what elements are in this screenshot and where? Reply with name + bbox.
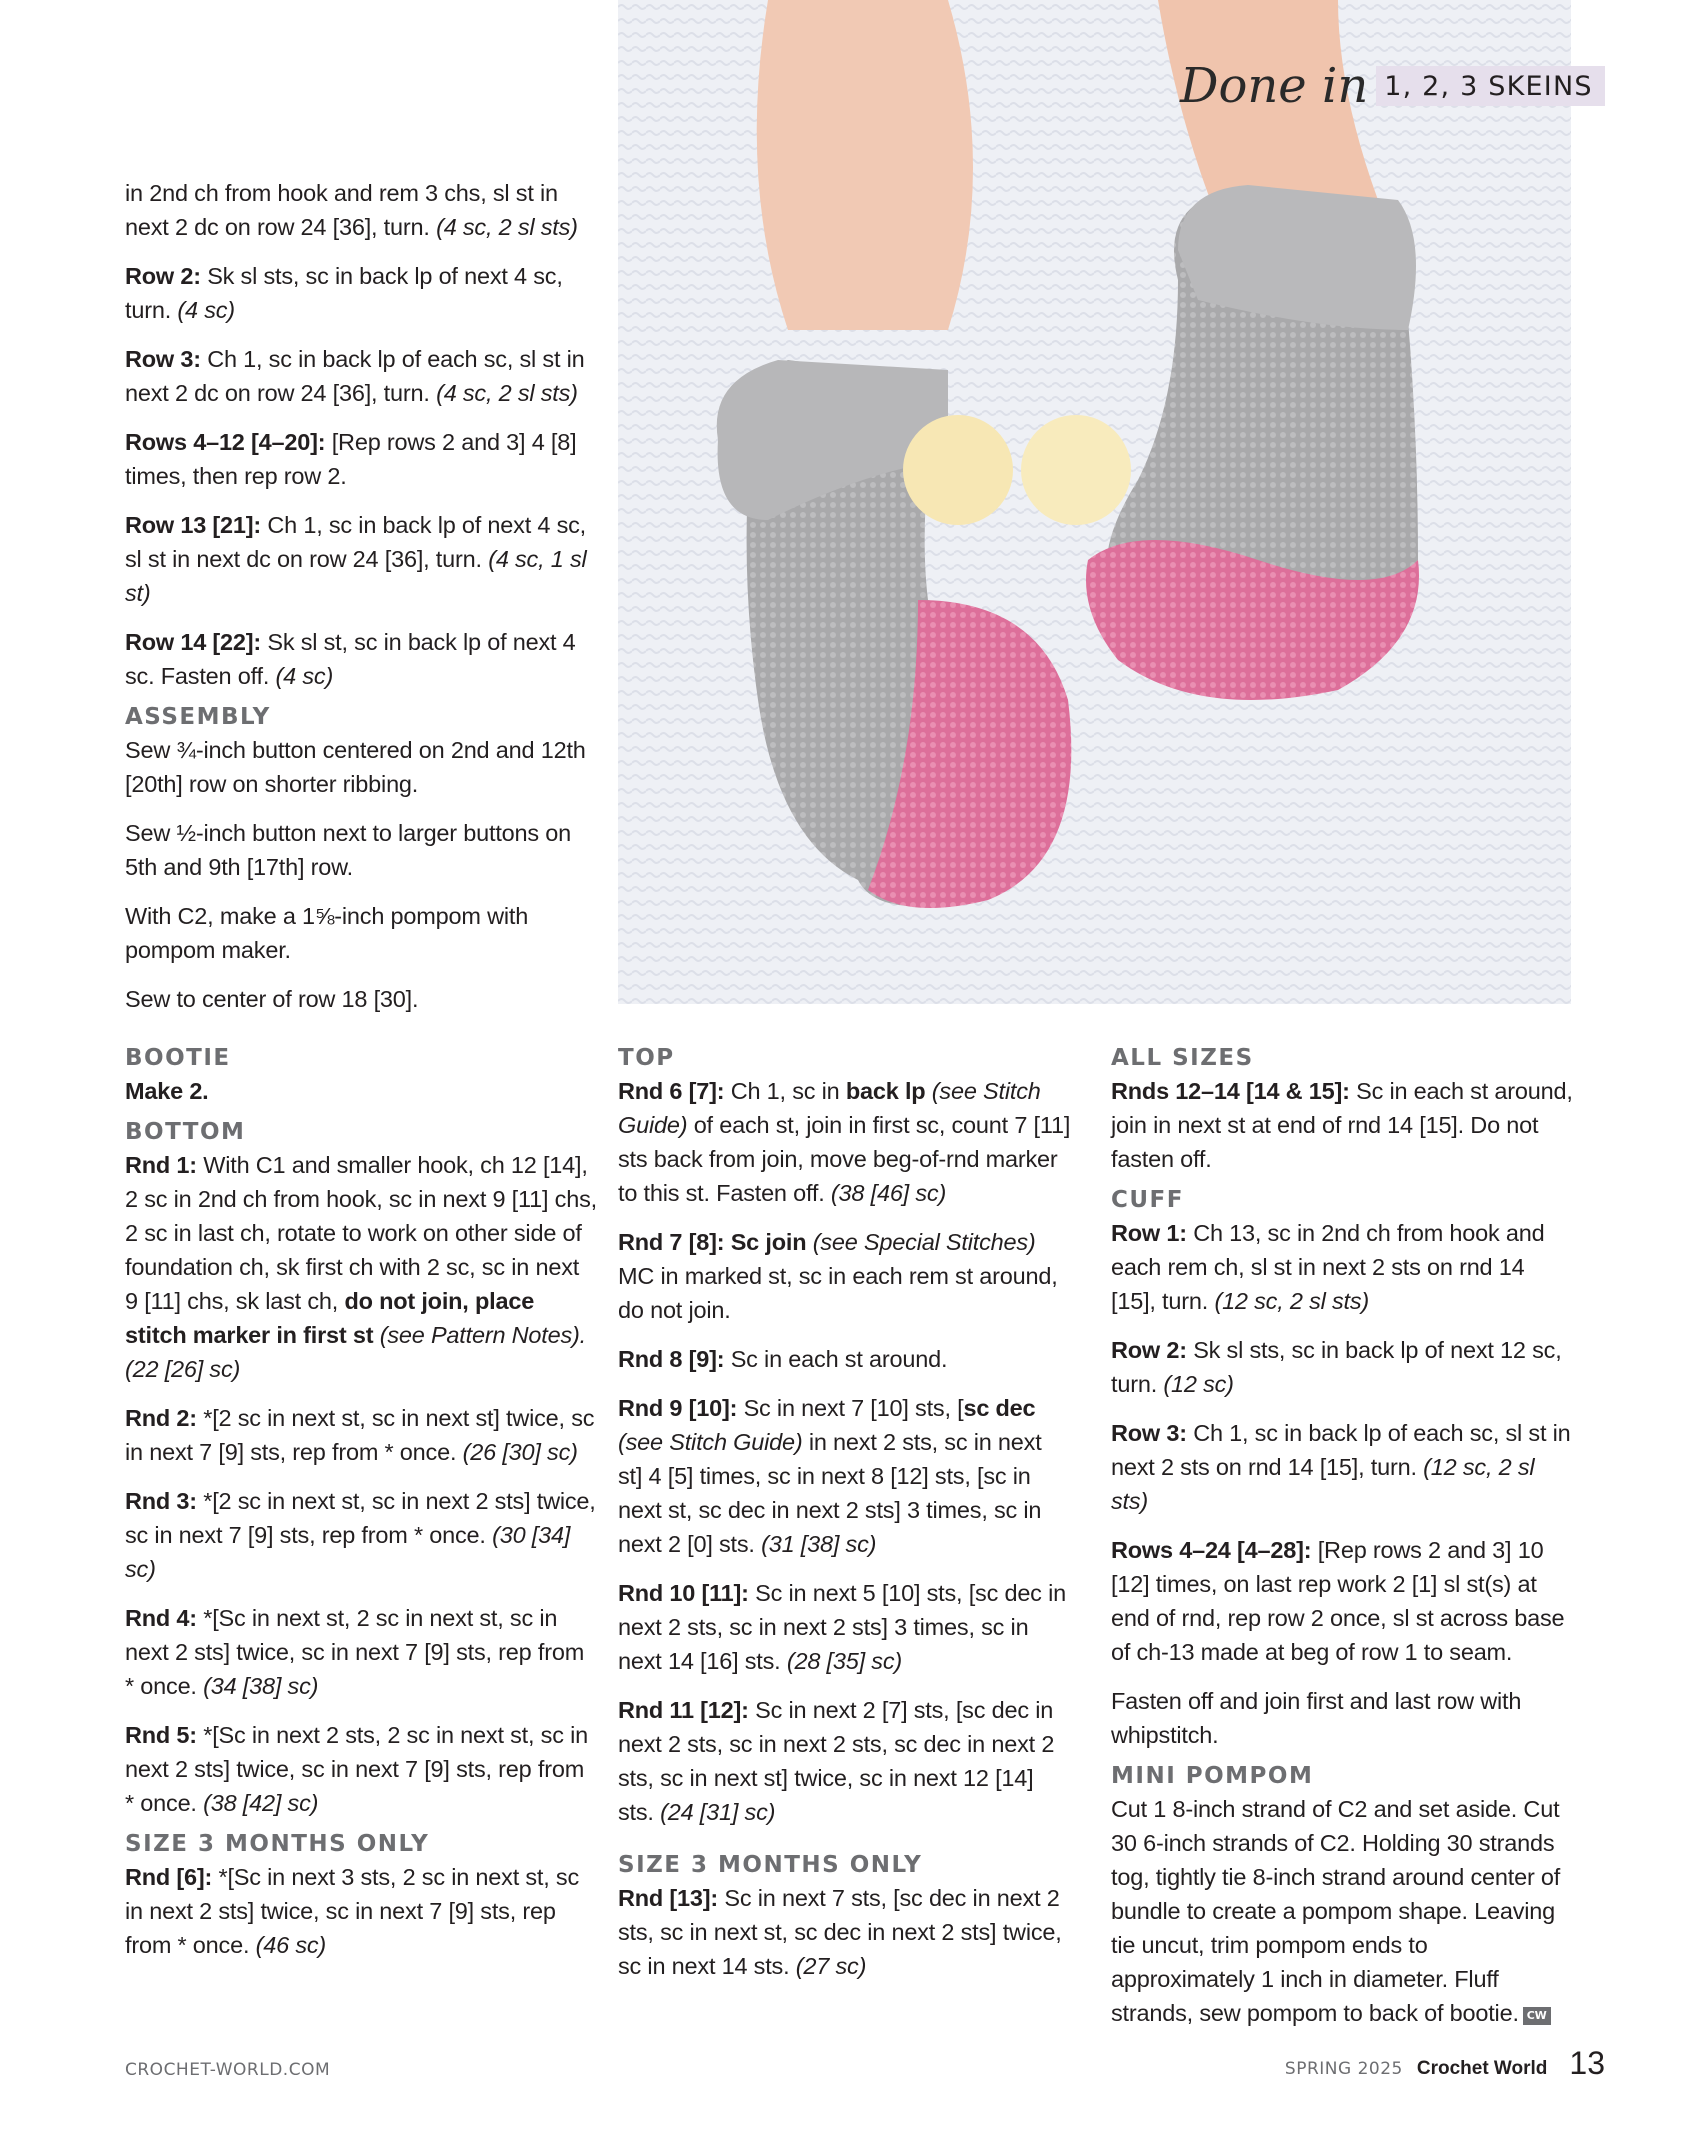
row-3: Row 3: Ch 1, sc in back lp of each sc, sl st in next 2 dc on row 24 [36], turn. (4 sc, 2 sl sts) — [125, 346, 585, 406]
rnd-9: Rnd 9 [10]: Sc in next 7 [10] sts, [sc dec (see Stitch Guide) in next 2 sts, sc in next st] 4 [5] times, sc in next 8 [12] sts, [sc in next st, sc dec in next 2 sts] 3 times, sc in next 2 [0] sts. (31 [38] sc) — [618, 1395, 1042, 1557]
rnd-6: Rnd 6 [7]: Ch 1, sc in back lp (see Stitch Guide) of each st, join in first sc, count 7 [11] sts back from join, move beg-of-rnd marker to this st. Fasten off. (38 [46] sc) — [618, 1078, 1071, 1206]
assembly-step-3: With C2, make a 1⅝-inch pompom with pompom maker. — [125, 903, 529, 963]
done-in-script: Done in — [1180, 58, 1369, 114]
row-1-continued: in 2nd ch from hook and rem 3 chs, sl st in next 2 dc on row 24 [36], turn. (4 sc, 2 sl sts) — [125, 180, 578, 240]
all-sizes-heading: ALL SIZES — [1111, 1045, 1254, 1071]
footer-issue: SPRING 2025 — [1284, 2059, 1403, 2079]
bottom-heading: BOTTOM — [125, 1119, 246, 1145]
row-13: Row 13 [21]: Ch 1, sc in back lp of next 4 sc, sl st in next dc on row 24 [36], turn. (4 sc, 1 sl st) — [125, 512, 587, 606]
cw-end-mark: CW — [1523, 2007, 1551, 2025]
rnd-4: Rnd 4: *[Sc in next st, 2 sc in next st, sc in next 2 sts] twice, sc in next 7 [9] sts, rep from * once. (34 [38] sc) — [125, 1605, 585, 1699]
right-column — [1111, 1040, 1573, 2045]
baby-leg-left — [757, 0, 973, 330]
rnd-6-size-3: Rnd [6]: *[Sc in next 3 sts, 2 sc in next st, sc in next 2 sts] twice, sc in next 7 [9] sts, rep from * once. (46 sc) — [125, 1864, 580, 1958]
assembly-step-4: Sew to center of row 18 [30]. — [125, 986, 419, 1012]
cuff-rows-4-24: Rows 4–24 [4–28]: [Rep rows 2 and 3] 10 [12] times, on last rep work 2 [1] sl st(s) at end of rnd, rep row 2 once, sl st across base of ch-13 made at beg of row 1 to seam. — [1111, 1537, 1565, 1665]
mini-pompom-text: Cut 1 8-inch strand of C2 and set aside. Cut 30 6-inch strands of C2. Holding 30 strands tog, tightly tie 8-inch strand around center of bundle to create a pompom shape. Leaving tie uncut, trim pompom ends to approximately 1 inch in diameter. Fluff strands, sew pompom to back of bootie. CW — [1111, 1796, 1561, 2026]
pompom-left — [903, 415, 1013, 525]
rnd-2: Rnd 2: *[2 sc in next st, sc in next st] twice, sc in next 7 [9] sts, rep from * once. (26 [30] sc) — [125, 1405, 595, 1465]
assembly-step-1: Sew ¾-inch button centered on 2nd and 12th [20th] row on shorter ribbing. — [125, 737, 586, 797]
rnds-12-14: Rnds 12–14 [14 & 15]: Sc in each st around, join in next st at end of rnd 14 [15]. Do not fasten off. — [1111, 1078, 1573, 1172]
rows-4-12: Rows 4–12 [4–20]: [Rep rows 2 and 3] 4 [8] times, then rep row 2. — [125, 429, 577, 489]
pompom-right — [1021, 415, 1131, 525]
cuff-finish: Fasten off and join first and last row with whipstitch. — [1111, 1688, 1522, 1748]
assembly-heading: ASSEMBLY — [125, 704, 271, 730]
top-heading: TOP — [618, 1045, 675, 1071]
cuff-row-2: Row 2: Sk sl sts, sc in back lp of next 12 sc, turn. (12 sc) — [1111, 1337, 1562, 1397]
make-count: Make 2. — [125, 1078, 209, 1104]
rnd-10: Rnd 10 [11]: Sc in next 5 [10] sts, [sc dec in next 2 sts, sc in next 2 sts] 3 times, sc in next 14 [16] sts. (28 [35] sc) — [618, 1580, 1066, 1674]
page-number: 13 — [1569, 2045, 1605, 2081]
middle-column — [618, 1040, 1072, 1998]
rnd-7: Rnd 7 [8]: Sc join (see Special Stitches) MC in marked st, sc in each rem st around, do not join. — [618, 1229, 1058, 1323]
footer-site: CROCHET-WORLD.COM — [125, 2060, 331, 2080]
done-in-badge — [1180, 58, 1605, 114]
rnd-8: Rnd 8 [9]: Sc in each st around. — [618, 1346, 948, 1372]
left-column-top — [125, 176, 597, 1031]
row-2: Row 2: Sk sl sts, sc in back lp of next 4 sc, turn. (4 sc) — [125, 263, 563, 323]
left-column-bottom — [125, 1040, 597, 1977]
rnd-3: Rnd 3: *[2 sc in next st, sc in next 2 sts] twice, sc in next 7 [9] sts, rep from * once. (30 [34] sc) — [125, 1488, 596, 1582]
rnd-13-size-3: Rnd [13]: Sc in next 7 sts, [sc dec in next 2 sts, sc in next st, sc dec in next 2 sts] twice, sc in next 14 sts. (27 sc) — [618, 1885, 1062, 1979]
rnd-1: Rnd 1: With C1 and smaller hook, ch 12 [14], 2 sc in 2nd ch from hook, sc in next 9 [11] chs, 2 sc in last ch, rotate to work on other side of foundation ch, sk first ch with 2 sc, sc in next 9 [11] chs, sk last ch, do not join, place stitch marker in first st (see Pattern Notes). (22 [26] sc) — [125, 1152, 597, 1382]
cuff-row-1: Row 1: Ch 13, sc in 2nd ch from hook and each rem ch, sl st in next 2 sts on rnd 14 [15], turn. (12 sc, 2 sl sts) — [1111, 1220, 1545, 1314]
footer-info — [1285, 2045, 1605, 2082]
bootie-heading: BOOTIE — [125, 1045, 231, 1071]
cuff-row-3: Row 3: Ch 1, sc in back lp of each sc, sl st in next 2 sts on rnd 14 [15], turn. (12 sc, 2 sl sts) — [1111, 1420, 1571, 1514]
footer-magazine: Crochet World — [1416, 2058, 1548, 2079]
skeins-label: 1, 2, 3 SKEINS — [1376, 66, 1604, 106]
row-14: Row 14 [22]: Sk sl st, sc in back lp of next 4 sc. Fasten off. (4 sc) — [125, 629, 576, 689]
bootie-photo — [618, 0, 1571, 1004]
size-3-months-heading-mid: SIZE 3 MONTHS ONLY — [618, 1852, 923, 1878]
cuff-heading: CUFF — [1111, 1187, 1184, 1213]
rnd-5: Rnd 5: *[Sc in next 2 sts, 2 sc in next st, sc in next 2 sts] twice, sc in next 7 [9] sts, rep from * once. (38 [42] sc) — [125, 1722, 588, 1816]
assembly-step-2: Sew ½-inch button next to larger buttons on 5th and 9th [17th] row. — [125, 820, 572, 880]
mini-pompom-heading: MINI POMPOM — [1111, 1763, 1314, 1789]
rnd-11: Rnd 11 [12]: Sc in next 2 [7] sts, [sc dec in next 2 sts, sc in next 2 sts, sc dec in next 2 sts, sc in next st] twice, sc in next 12 [14] sts. (24 [31] sc) — [618, 1697, 1055, 1825]
size-3-months-heading: SIZE 3 MONTHS ONLY — [125, 1831, 430, 1857]
